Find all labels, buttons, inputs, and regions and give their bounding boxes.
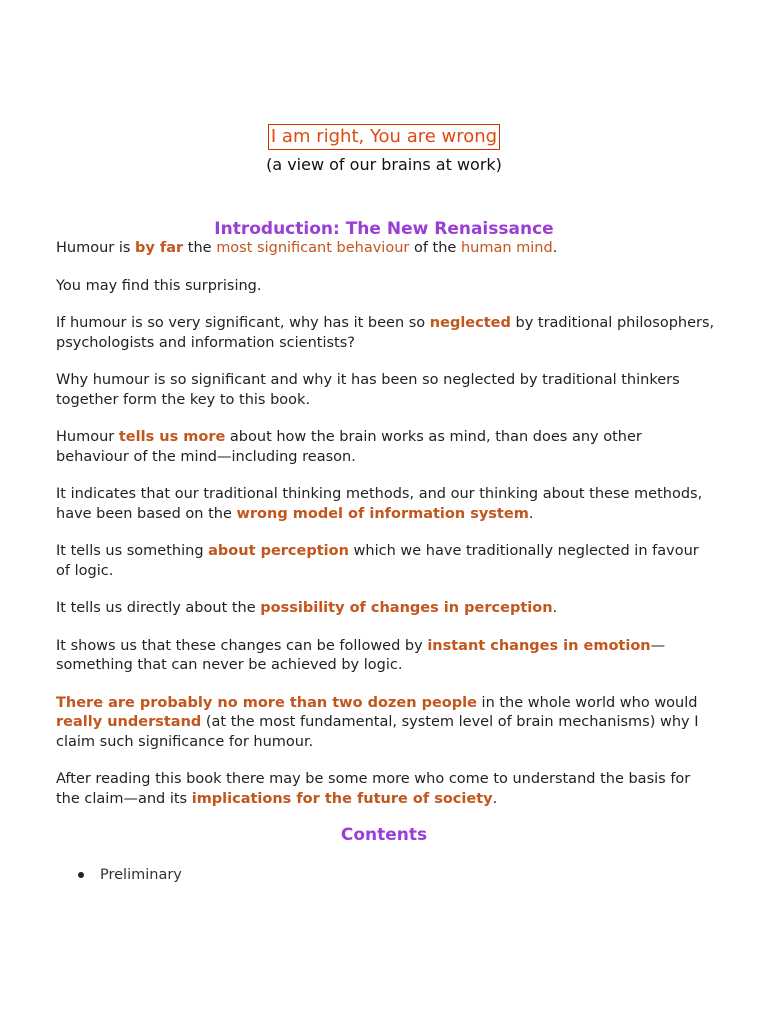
highlight-text: tells us more [118,429,226,445]
highlight-text: human mind [460,240,553,256]
text-run: (at the most fundamental, system level of brain mechanisms) why I claim such significance for humour. [56,714,699,750]
section-heading-introduction: Introduction: The New Renaissance [214,219,554,239]
text-run: of the [409,240,461,256]
text-run: — something that can never be achieved by logic. [56,637,666,673]
highlight-text: most significant behaviour [216,240,410,256]
text-run: about how the brain works as mind, than does any other behaviour of the mind—including reason. [56,429,642,465]
text-run: If humour is so very significant, why has it been so [56,315,430,331]
highlight-text: really understand [56,714,202,730]
paragraph [56,239,716,259]
highlight-text: about perception [208,543,349,559]
text-run: It tells us something [56,543,209,559]
highlight-text: implications for the future of society [191,790,493,807]
highlight-text: neglected [429,315,511,331]
contents-list [76,864,182,886]
paragraph [56,314,716,353]
text-run: Humour [56,429,119,445]
text-run: the [183,240,217,256]
highlight-text: possibility of changes in perception [260,600,553,616]
paragraph [56,542,716,581]
highlight-text: instant changes in emotion [427,637,651,654]
text-run: It shows us that these changes can be followed by [56,637,428,654]
text-run: It indicates that our traditional thinking methods, and our thinking about these methods, have been based on the [56,486,703,522]
paragraph: You may find this surprising. [56,277,262,294]
section-heading-contents: Contents [340,825,428,845]
text-run: After reading this book there may be some more who come to understand the basis for the claim—and its [56,771,691,807]
contents-item-label: Preliminary [100,867,182,883]
paragraph: Why humour is so significant and why it has been so neglected by traditional thinkers together form the key to this book. [56,372,680,408]
introduction-body [56,239,716,827]
highlight-text: There are probably no more than two dozen people [56,694,477,711]
paragraph [56,485,716,524]
paragraph [56,694,716,753]
text-run: by traditional philosophers, psychologists and information scientists? [56,315,715,351]
text-run: . [552,600,558,616]
paragraph [56,428,716,467]
paragraph [56,770,716,809]
text-run: . [552,240,558,256]
text-run: . [492,790,498,807]
text-run: which we have traditionally neglected in favour of logic. [56,543,699,579]
page-title: I am right, You are wrong [268,124,500,150]
highlight-text: wrong model of information system [236,505,529,522]
title-container [0,124,768,150]
paragraph [56,599,716,619]
text-run: Humour is [56,240,136,256]
text-run: It tells us directly about the [56,600,261,616]
page-subtitle: (a view of our brains at work) [266,155,502,174]
bullet-icon [78,872,84,878]
contents-item-preliminary[interactable] [76,864,182,886]
text-run: in the whole world who would [476,694,698,711]
paragraph [56,637,716,676]
highlight-text: by far [135,240,184,256]
text-run: . [528,505,534,522]
